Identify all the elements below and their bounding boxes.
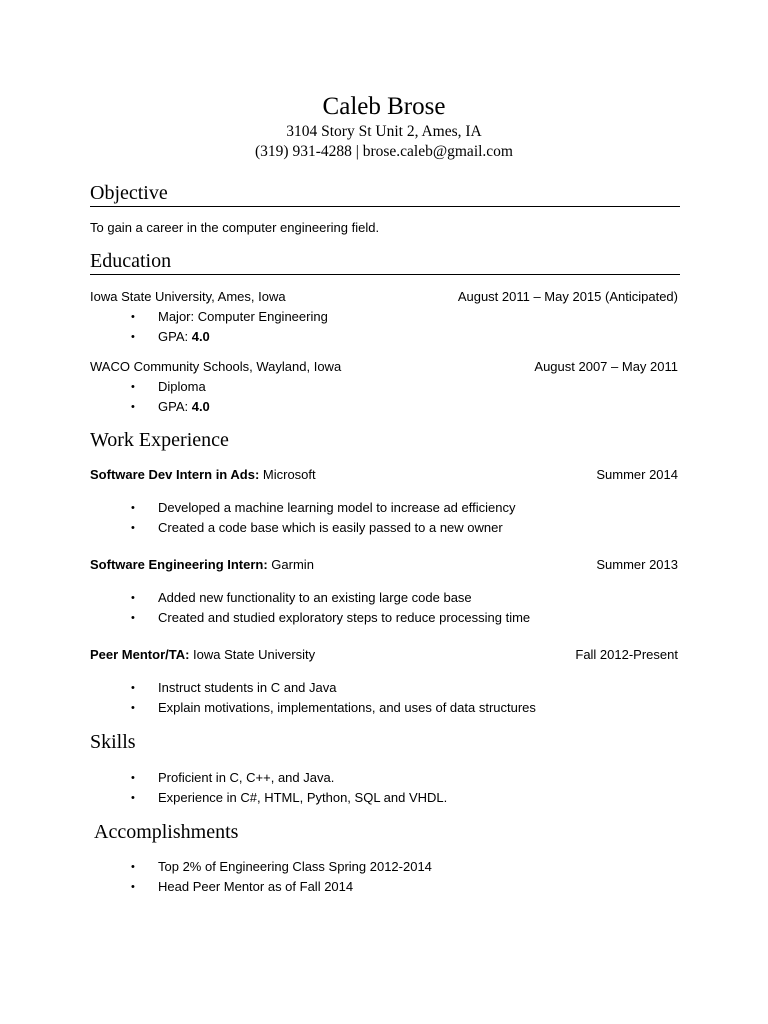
- objective-divider: [90, 206, 680, 207]
- bullet-icon: •: [131, 381, 135, 393]
- education-gpa: GPA: 4.0: [158, 399, 210, 414]
- education-item: Diploma: [158, 379, 206, 394]
- bullet-icon: •: [131, 311, 135, 323]
- bullet-icon: •: [131, 702, 135, 714]
- objective-heading: Objective: [90, 182, 168, 204]
- bullet-icon: •: [131, 682, 135, 694]
- accomplishment-item: Head Peer Mentor as of Fall 2014: [158, 879, 354, 894]
- bullet-icon: •: [131, 331, 135, 343]
- bullet-icon: •: [131, 881, 135, 893]
- bullet-icon: •: [131, 592, 135, 604]
- job-title-line: Software Engineering Intern: Garmin: [90, 557, 314, 572]
- job-title-line: Peer Mentor/TA: Iowa State University: [90, 647, 316, 662]
- job-bullet: Explain motivations, implementations, and uses of data structures: [158, 700, 536, 715]
- education-divider: [90, 274, 680, 275]
- job-bullet: Created a code base which is easily passed to a new owner: [158, 520, 503, 535]
- accomplishments-heading: Accomplishments: [94, 821, 239, 843]
- resume-name: Caleb Brose: [322, 93, 446, 120]
- skill-item: Proficient in C, C++, and Java.: [158, 770, 335, 785]
- skills-heading: Skills: [90, 731, 136, 753]
- phone-email-line: (319) 931-4288 | brose.caleb@gmail.com: [255, 143, 513, 160]
- education-gpa: GPA: 4.0: [158, 329, 210, 344]
- education-heading: Education: [90, 250, 172, 272]
- job-bullet: Developed a machine learning model to increase ad efficiency: [158, 500, 516, 515]
- work-heading: Work Experience: [90, 429, 229, 451]
- bullet-icon: •: [131, 522, 135, 534]
- bullet-icon: •: [131, 772, 135, 784]
- education-school: WACO Community Schools, Wayland, Iowa: [90, 359, 342, 374]
- skill-item: Experience in C#, HTML, Python, SQL and VHDL.: [158, 790, 448, 805]
- bullet-icon: •: [131, 401, 135, 413]
- education-dates: August 2007 – May 2011: [534, 359, 678, 374]
- job-dates: Fall 2012-Present: [575, 647, 678, 662]
- job-bullet: Created and studied exploratory steps to reduce processing time: [158, 610, 531, 625]
- bullet-icon: •: [131, 792, 135, 804]
- job-title-line: Software Dev Intern in Ads: Microsoft: [90, 467, 316, 482]
- bullet-icon: •: [131, 861, 135, 873]
- job-bullet: Instruct students in C and Java: [158, 680, 337, 695]
- education-item: Major: Computer Engineering: [158, 309, 328, 324]
- bullet-icon: •: [131, 612, 135, 624]
- job-dates: Summer 2014: [596, 467, 678, 482]
- address-line: 3104 Story St Unit 2, Ames, IA: [286, 123, 482, 140]
- job-bullet: Added new functionality to an existing large code base: [158, 590, 472, 605]
- job-dates: Summer 2013: [596, 557, 678, 572]
- education-dates: August 2011 – May 2015 (Anticipated): [457, 289, 678, 304]
- education-school: Iowa State University, Ames, Iowa: [90, 289, 286, 304]
- accomplishment-item: Top 2% of Engineering Class Spring 2012-2014: [158, 859, 432, 874]
- objective-text: To gain a career in the computer engineering field.: [90, 220, 380, 235]
- bullet-icon: •: [131, 502, 135, 514]
